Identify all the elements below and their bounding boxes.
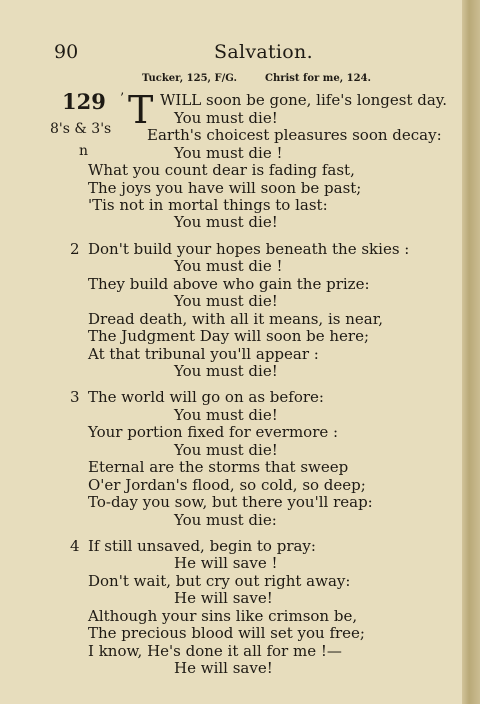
verse-line: The world will go on as before: xyxy=(88,388,324,406)
page-edge xyxy=(462,0,480,704)
verse-line: He will save ! xyxy=(174,554,278,572)
verse-line: You must die ! xyxy=(174,144,283,162)
verse-line: The precious blood will set you free; xyxy=(88,624,365,642)
verse-line: Although your sins like crimson be, xyxy=(88,607,358,625)
verse-line: They build above who gain the prize: xyxy=(88,275,370,293)
verse-line: You must die! xyxy=(174,362,278,380)
verse-line: If still unsaved, begin to pray: xyxy=(88,537,316,555)
meter-note: n xyxy=(79,143,89,159)
verse-line: Your portion fixed for evermore : xyxy=(88,423,339,441)
verse-line: You must die! xyxy=(174,213,278,231)
verse-line: The Judgment Day will soon be here; xyxy=(88,327,370,345)
verse-number: 4 xyxy=(70,537,80,555)
verse-line: You must die! xyxy=(174,441,278,459)
page-number: 90 xyxy=(54,41,79,63)
verse-line: You must die: xyxy=(174,511,277,529)
verse-line: Eternal are the storms that sweep xyxy=(88,458,349,476)
verse-line: O'er Jordan's flood, so cold, so deep; xyxy=(88,476,366,494)
verse-line: What you count dear is fading fast, xyxy=(88,161,355,179)
tune-reference-left: Tucker, 125, F/G. xyxy=(142,73,237,84)
verse-line: To-day you sow, but there you'll reap: xyxy=(88,493,373,511)
verse-line: The joys you have will soon be past; xyxy=(88,179,362,197)
verse-line: You must die! xyxy=(174,109,278,127)
verse-line: Don't build your hopes beneath the skies : xyxy=(88,240,410,258)
verse-line: Don't wait, but cry out right away: xyxy=(88,572,351,590)
verse-line: Dread death, with all it means, is near, xyxy=(88,310,383,328)
tune-reference-right: Christ for me, 124. xyxy=(265,73,372,84)
first-line: WILL soon be gone, life's longest day. xyxy=(160,91,448,109)
drop-cap: T xyxy=(128,88,154,132)
hymn-meter: 8's & 3's xyxy=(50,121,112,137)
verse-line: 'Tis not in mortal things to last: xyxy=(88,196,328,214)
verse-line: He will save! xyxy=(174,589,273,607)
verse-line: At that tribunal you'll appear : xyxy=(88,345,319,363)
drop-quote: ’ xyxy=(120,91,125,106)
hymn-number: 129 xyxy=(62,89,106,114)
verse-number: 2 xyxy=(70,240,80,258)
verse-number: 3 xyxy=(70,388,80,406)
verse-line: Earth's choicest pleasures soon decay: xyxy=(147,126,442,144)
verse-line: He will save! xyxy=(174,659,273,677)
verse-line: I know, He's done it all for me !— xyxy=(88,642,342,660)
page-title: Salvation. xyxy=(214,41,313,63)
verse-line: You must die ! xyxy=(174,257,283,275)
verse-line: You must die! xyxy=(174,406,278,424)
verse-line: You must die! xyxy=(174,292,278,310)
